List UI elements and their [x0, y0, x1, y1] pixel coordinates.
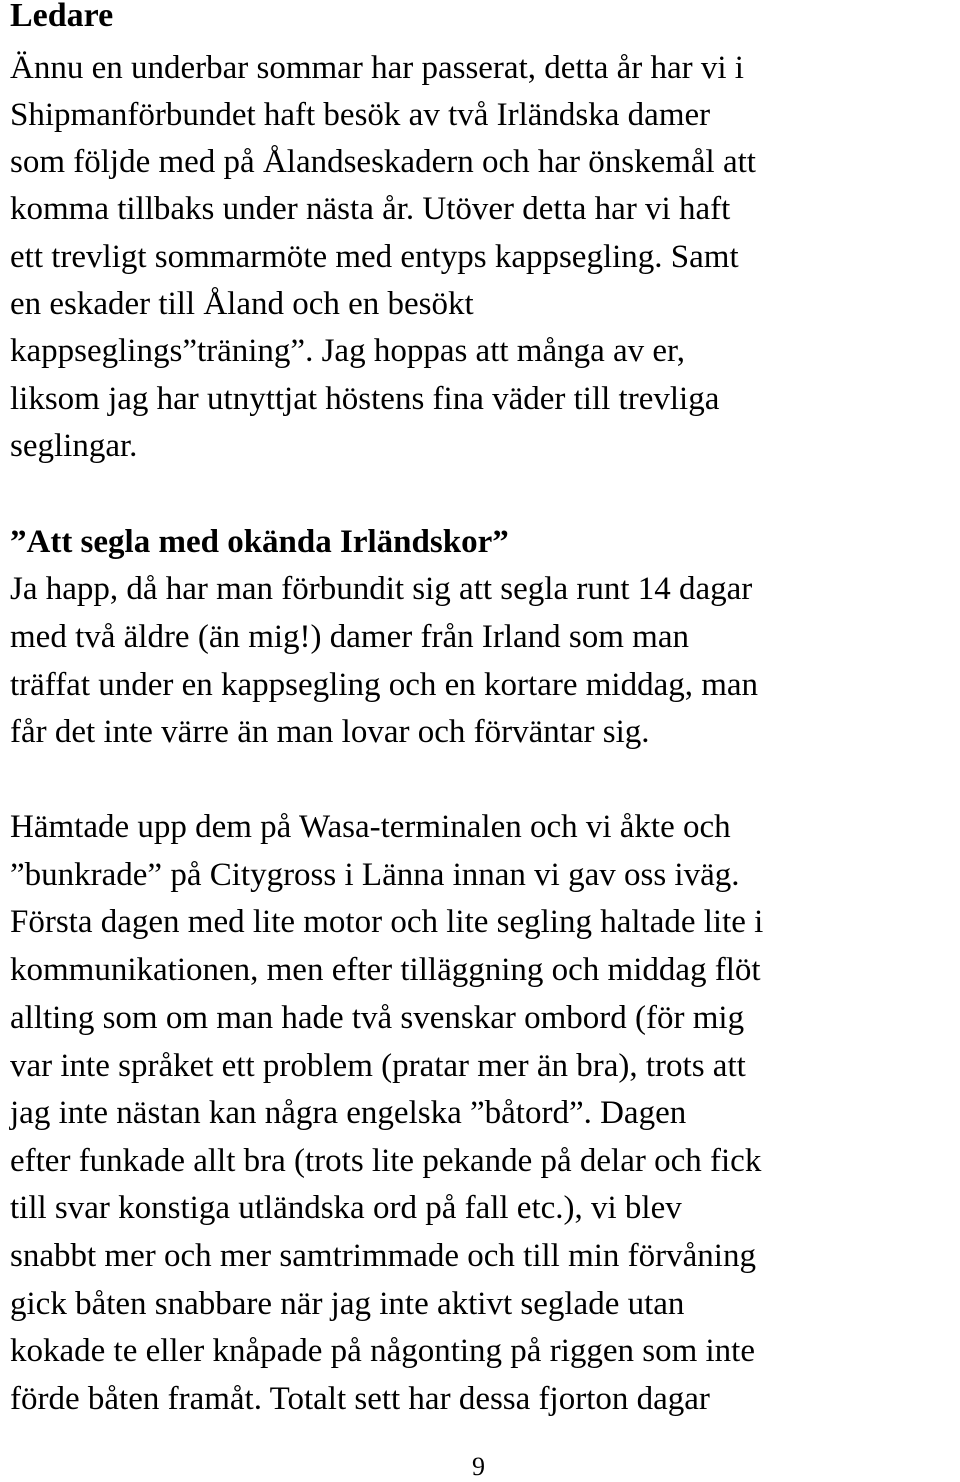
paragraph-line: komma tillbaks under nästa år. Utöver detta har vi haft: [10, 191, 731, 227]
paragraph-line: till svar konstiga utländska ord på fall etc.), vi blev: [10, 1190, 682, 1226]
paragraph-line: snabbt mer och mer samtrimmade och till min förvåning: [10, 1238, 756, 1274]
paragraph-line: förde båten framåt. Totalt sett har dessa fjorton dagar: [10, 1381, 710, 1417]
page-number: 9: [472, 1452, 485, 1481]
paragraph-line: får det inte värre än man lovar och förväntar sig.: [10, 714, 650, 750]
paragraph-line: som följde med på Ålandseskadern och har önskemål att: [10, 144, 756, 180]
paragraph-line: kappseglings”träning”. Jag hoppas att många av er,: [10, 333, 685, 369]
paragraph-line: med två äldre (än mig!) damer från Irland som man: [10, 619, 689, 655]
paragraph-line: Shipmanförbundet haft besök av två Irländska damer: [10, 97, 711, 133]
paragraph-line: Första dagen med lite motor och lite segling haltade lite i: [10, 904, 764, 940]
paragraph-line: Hämtade upp dem på Wasa-terminalen och vi åkte och: [10, 809, 731, 845]
page-title: Ledare: [10, 0, 114, 34]
paragraph-line: jag inte nästan kan några engelska ”båtord”. Dagen: [10, 1095, 687, 1131]
paragraph-line: ett trevligt sommarmöte med entyps kappsegling. Samt: [10, 239, 739, 275]
paragraph-line: en eskader till Åland och en besökt: [10, 286, 474, 322]
paragraph-line: efter funkade allt bra (trots lite pekande på delar och fick: [10, 1143, 762, 1179]
paragraph-line: gick båten snabbare när jag inte aktivt seglade utan: [10, 1286, 685, 1322]
paragraph-line: kommunikationen, men efter tilläggning och middag flöt: [10, 952, 761, 988]
paragraph-line: Ja happ, då har man förbundit sig att segla runt 14 dagar: [10, 571, 753, 607]
paragraph-line: seglingar.: [10, 428, 138, 464]
paragraph-line: träffat under en kappsegling och en kortare middag, man: [10, 667, 759, 703]
paragraph-line: allting som om man hade två svenskar ombord (för mig: [10, 1000, 745, 1036]
paragraph-line: kokade te eller knåpade på någonting på riggen som inte: [10, 1333, 755, 1369]
paragraph-line: var inte språket ett problem (pratar mer än bra), trots att: [10, 1048, 746, 1084]
paragraph-line: ”bunkrade” på Citygross i Länna innan vi gav oss iväg.: [10, 857, 740, 893]
paragraph-line: Ännu en underbar sommar har passerat, detta år har vi i: [10, 50, 744, 86]
paragraph-line: liksom jag har utnyttjat höstens fina väder till trevliga: [10, 381, 720, 417]
section-title: ”Att segla med okända Irländskor”: [10, 524, 509, 560]
